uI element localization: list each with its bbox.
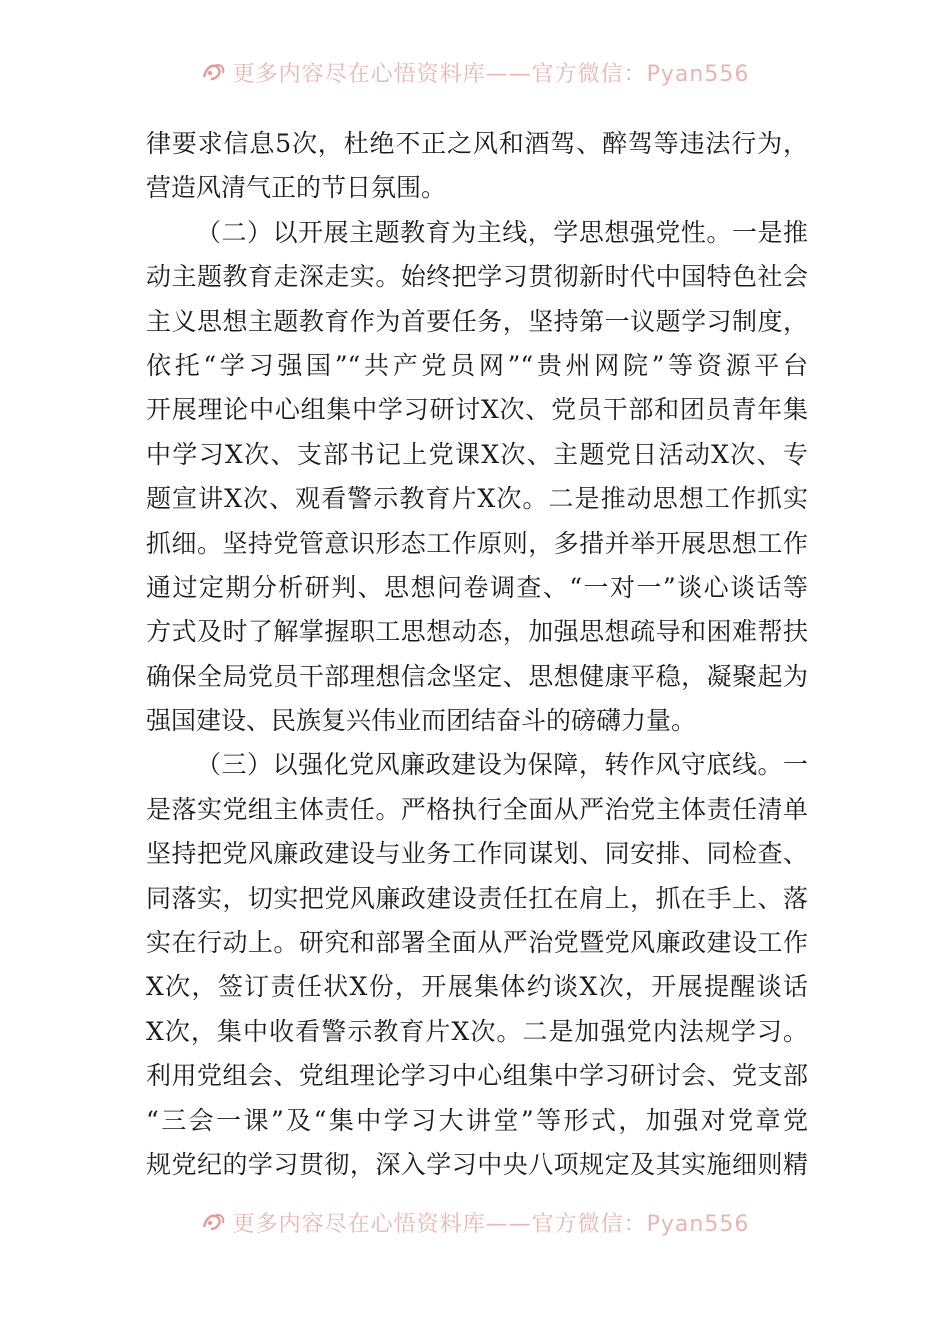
- text-line: 确保全局党员干部理想信念坚定、思想健康平稳，凝聚起为: [146, 661, 808, 691]
- text-line: 利用党组会、党组理论学习中心组集中学习研讨会、党支部: [146, 1061, 808, 1091]
- footer-watermark: [0, 1204, 950, 1240]
- text-line: 规党纪的学习贯彻，深入学习中央八项规定及其实施细则精: [146, 1149, 808, 1179]
- text-line: 营造风清气正的节日氛围。: [146, 173, 447, 203]
- text-line: “三会一课”及“集中学习大讲堂”等形式，加强对党章党: [146, 1105, 808, 1135]
- text-line: （二）以开展主题教育为主线，学思想强党性。一是推: [196, 217, 808, 247]
- text-line: 强国建设、民族复兴伟业而团结奋斗的磅礴力量。: [146, 706, 697, 736]
- header-watermark: [0, 54, 950, 90]
- text-line: 中学习X次、支部书记上党课X次、主题党日活动X次、专: [146, 439, 808, 469]
- text-line: X次，集中收看警示教育片X次。二是加强党内法规学习。: [146, 1016, 808, 1046]
- text-line: 同落实，切实把党风廉政建设责任扛在肩上，抓在手上、落: [146, 883, 808, 913]
- text-line: 通过定期分析研判、思想问卷调查、“一对一”谈心谈话等: [146, 572, 808, 602]
- logo-icon: [201, 1211, 227, 1233]
- text-line: 抓细。坚持党管意识形态工作原则，多措并举开展思想工作: [146, 528, 808, 558]
- text-line: 是落实党组主体责任。严格执行全面从严治党主体责任清单: [146, 794, 808, 824]
- text-line: 主义思想主题教育作为首要任务，坚持第一议题学习制度，: [146, 306, 808, 336]
- document-body: [146, 122, 808, 1187]
- text-line: X次，签订责任状X份，开展集体约谈X次，开展提醒谈话: [146, 972, 808, 1002]
- text-line: （三）以强化党风廉政建设为保障，转作风守底线。一: [196, 750, 808, 780]
- text-line: 动主题教育走深走实。始终把学习贯彻新时代中国特色社会: [146, 262, 808, 292]
- logo-icon: [201, 61, 227, 83]
- watermark-text: 更多内容尽在心悟资料库——官方微信：Pyan556: [232, 61, 750, 87]
- text-line: 实在行动上。研究和部署全面从严治党暨党风廉政建设工作: [146, 928, 808, 958]
- text-line: 方式及时了解掌握职工思想动态，加强思想疏导和困难帮扶: [146, 617, 808, 647]
- text-line: 题宣讲X次、观看警示教育片X次。二是推动思想工作抓实: [146, 484, 808, 514]
- text-line: 依托“学习强国”“共产党员网”“贵州网院”等资源平台: [146, 350, 808, 380]
- watermark-text: 更多内容尽在心悟资料库——官方微信：Pyan556: [232, 1211, 750, 1237]
- text-line: 律要求信息5次，杜绝不正之风和酒驾、醉驾等违法行为，: [146, 129, 808, 158]
- text-line: 坚持把党风廉政建设与业务工作同谋划、同安排、同检查、: [146, 839, 808, 869]
- text-line: 开展理论中心组集中学习研讨X次、党员干部和团员青年集: [146, 395, 808, 425]
